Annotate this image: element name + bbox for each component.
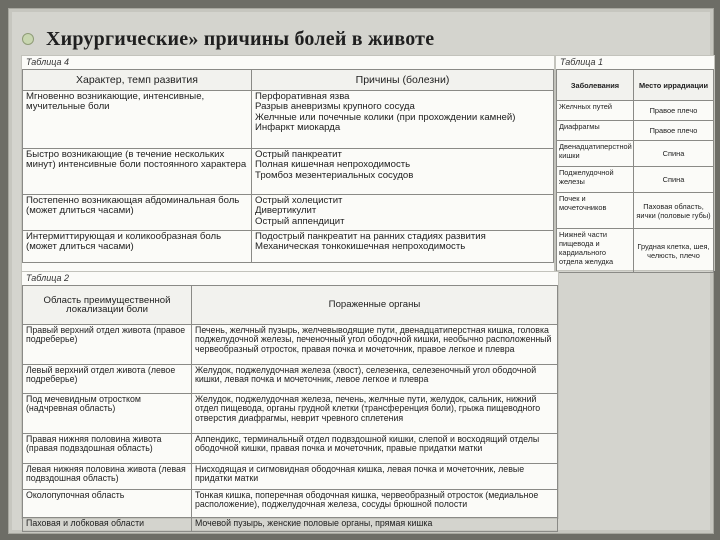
table-2-cell: Аппендикс, терминальный отдел подвздошной кишки, слепой и восходящий отделы ободочной кишки, правая почка и мочеточник, правые придатки матки — [192, 434, 558, 464]
table-2-cell: Желудок, поджелудочная железа, печень, желчные пути, желудок, сальник, нижний отдел пищевода, органы грудной клетки (трансференция боли), грыжа пищеводного отверстия диафрагмы, неврит чревного сплетения — [192, 394, 558, 434]
table-4 — [22, 69, 554, 263]
table-1-cell: Нижней части пищевода и кардиального отдела желудка — [557, 229, 634, 273]
table-row — [23, 195, 554, 231]
table-row — [23, 231, 554, 263]
table-1-cell: Спина — [634, 141, 714, 167]
table-2 — [22, 285, 558, 532]
table-row — [23, 434, 558, 464]
table-1-cell: Грудная клетка, шея, челюсть, плечо — [634, 229, 714, 273]
table-2-cell: Печень, желчный пузырь, желчевыводящие пути, двенадцатиперстная кишка, головка поджелудочной железы, печеночный угол ободочной кишки, необычно расположенный червеобразный отросток, правая почка и мочеточник, правое легкое и плевра — [192, 325, 558, 365]
table-2-cell: Околопупочная область — [23, 490, 192, 518]
table-row — [557, 141, 714, 167]
table-2-cell: Тонкая кишка, поперечная ободочная кишка, червеобразный отросток (медиальное расположение), поджелудочная железа, сосуды брюшной полости — [192, 490, 558, 518]
table-1-header-disease: Заболевания — [557, 70, 634, 101]
table-2-cell: Левый верхний отдел живота (левое подреберье) — [23, 365, 192, 394]
table-4-cell: Постепенно возникающая абдоминальная боль (может длиться часами) — [23, 195, 252, 231]
table-row — [23, 365, 558, 394]
table-2-cell: Правая нижняя половина живота (правая подвздошная область) — [23, 434, 192, 464]
table-1 — [556, 69, 714, 273]
table-1-image — [556, 56, 714, 270]
table-1-cell: Двенадцатиперстной кишки — [557, 141, 634, 167]
table-2-cell: Нисходящая и сигмовидная ободочная кишка, левая почка и мочеточник, левые придатки матки — [192, 464, 558, 490]
table-4-cell: Острый холецистит Дивертикулит Острый аппендицит — [252, 195, 554, 231]
table-2-header-organs: Пораженные органы — [192, 286, 558, 325]
table-4-cell: Быстро возникающие (в течение нескольких минут) интенсивные боли постоянного характера — [23, 149, 252, 195]
table-1-cell: Почек и мочеточников — [557, 193, 634, 229]
table-1-cell: Спина — [634, 167, 714, 193]
table-row — [557, 229, 714, 273]
table-2-image — [22, 272, 558, 528]
table-2-cell: Паховая и лобковая области — [23, 518, 192, 532]
table-4-cell: Интермиттирующая и коликообразная боль (может длиться часами) — [23, 231, 252, 263]
table-2-cell: Желудок, поджелудочная железа (хвост), селезенка, селезеночный угол ободочной кишки, левая почка и мочеточник, левое легкое и плевра — [192, 365, 558, 394]
table-1-cell: Желчных путей — [557, 101, 634, 121]
table-1-cell: Правое плечо — [634, 101, 714, 121]
table-2-cell: Левая нижняя половина живота (левая подвздошная область) — [23, 464, 192, 490]
table-1-cell: Диафрагмы — [557, 121, 634, 141]
table-4-cell: Подострый панкреатит на ранних стадиях развития Механическая тонкокишечная непроходимость — [252, 231, 554, 263]
table-2-cell: Мочевой пузырь, женские половые органы, прямая кишка — [192, 518, 558, 532]
table-4-image — [22, 56, 554, 272]
table-1-caption: Таблица 1 — [560, 57, 604, 67]
table-4-caption: Таблица 4 — [26, 57, 70, 67]
table-row — [23, 149, 554, 195]
table-row — [557, 121, 714, 141]
table-1-cell: Поджелудочной железы — [557, 167, 634, 193]
table-row — [23, 518, 558, 532]
table-2-header-area: Область преимущественной локализации боли — [23, 286, 192, 325]
table-1-header-irradiation: Место иррадиации — [634, 70, 714, 101]
table-2-caption: Таблица 2 — [26, 273, 70, 283]
table-row — [23, 394, 558, 434]
table-row — [23, 325, 558, 365]
table-row — [23, 490, 558, 518]
table-2-header-row — [23, 286, 558, 325]
table-1-cell: Правое плечо — [634, 121, 714, 141]
slide-title-row — [22, 26, 434, 52]
table-4-header-causes: Причины (болезни) — [252, 70, 554, 91]
table-2-cell: Правый верхний отдел живота (правое подреберье) — [23, 325, 192, 365]
table-row — [557, 193, 714, 229]
table-1-header-row — [557, 70, 714, 101]
table-4-cell: Мгновенно возникающие, интенсивные, мучительные боли — [23, 91, 252, 149]
bullet-icon — [22, 33, 34, 45]
table-4-cell: Перфоративная язва Разрыв аневризмы крупного сосуда Желчные или почечные колики (при прохождении камней) Инфаркт миокарда — [252, 91, 554, 149]
table-2-cell: Под мечевидным отростком (надчревная область) — [23, 394, 192, 434]
table-row — [23, 91, 554, 149]
table-row — [557, 167, 714, 193]
table-4-header-character: Характер, темп развития — [23, 70, 252, 91]
slide-title: Хирургические» причины болей в животе — [46, 27, 435, 50]
table-row — [23, 464, 558, 490]
table-row — [557, 101, 714, 121]
table-1-cell: Паховая область, яички (половые губы) — [634, 193, 714, 229]
table-4-header-row — [23, 70, 554, 91]
table-4-cell: Острый панкреатит Полная кишечная непроходимость Тромбоз мезентериальных сосудов — [252, 149, 554, 195]
